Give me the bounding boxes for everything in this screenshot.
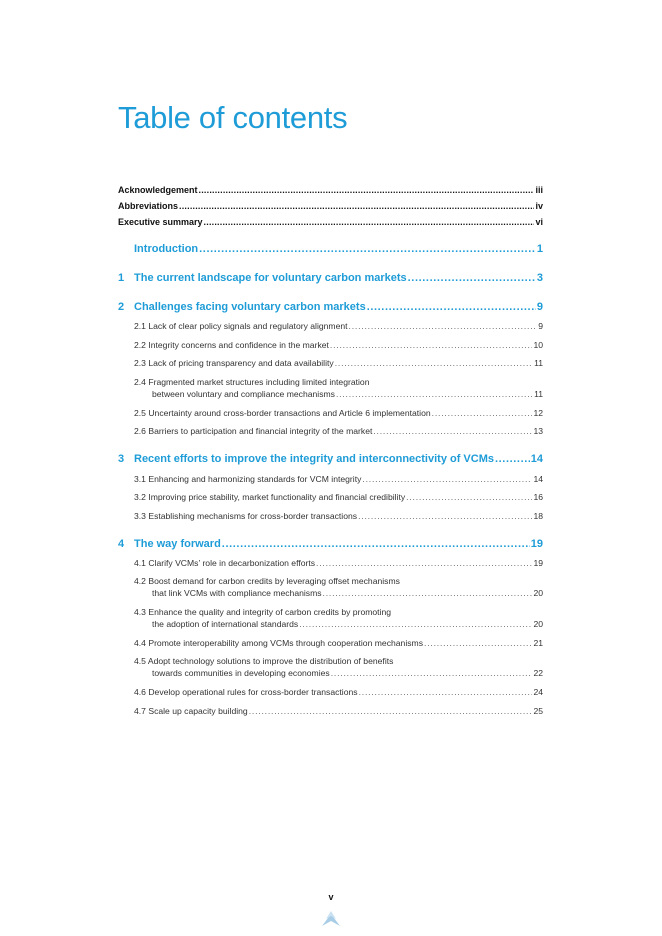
toc-entry-introduction[interactable] [118, 243, 543, 255]
leader-dots [336, 389, 533, 399]
toc-entry-title: 4.3 Enhance the quality and integrity of carbon credits by promoting [134, 607, 392, 617]
toc-entry-title: 3.2 Improving price stability, market functionality and financial credibility [134, 492, 406, 502]
toc-entry-page: vi [535, 217, 543, 227]
chapter-number: 1 [118, 272, 125, 284]
toc-entry-title: Abbreviations [118, 201, 179, 211]
toc-entry-title: The current landscape for voluntary carbon markets [134, 272, 407, 284]
toc-entry-abbreviations[interactable] [118, 201, 543, 211]
leader-dots [323, 588, 533, 598]
toc-section-4-3[interactable] [134, 607, 543, 629]
toc-entry-title: 2.3 Lack of pricing transparency and data availability [134, 358, 334, 368]
toc-entry-title: 2.4 Fragmented market structures including limited integration [134, 377, 370, 387]
toc-entry-title-continued: between voluntary and compliance mechanisms [152, 389, 335, 399]
chapter-number: 2 [118, 301, 125, 313]
leader-dots [316, 558, 532, 568]
toc-section-4-6[interactable] [134, 687, 543, 697]
toc-section-4-4[interactable] [134, 638, 543, 648]
toc-entry-title: Recent efforts to improve the integrity and interconnectivity of VCMs [134, 453, 494, 465]
leader-dots [199, 243, 536, 255]
toc-entry-page: 10 [533, 340, 543, 350]
chapter-number: 4 [118, 538, 125, 550]
leader-dots [367, 301, 536, 313]
toc-entry-page: 20 [533, 619, 543, 629]
toc-entry-title: Challenges facing voluntary carbon markets [134, 301, 366, 313]
toc-entry-title: 4.7 Scale up capacity building [134, 706, 248, 716]
toc-section-4-7[interactable] [134, 706, 543, 716]
leader-dots [424, 638, 532, 648]
toc-section-2-3[interactable] [134, 358, 543, 368]
toc-entry-page: 13 [533, 426, 543, 436]
toc-entry-acknowledgement[interactable] [118, 185, 543, 195]
toc-entry-title: 2.1 Lack of clear policy signals and regulatory alignment [134, 321, 348, 331]
toc-entry-page: 25 [533, 706, 543, 716]
toc-section-2-5[interactable] [134, 408, 543, 418]
toc-entry-page: 14 [530, 453, 543, 465]
leader-dots [204, 217, 535, 227]
toc-entry-page: 20 [533, 588, 543, 598]
leader-dots [299, 619, 532, 629]
toc-entry-title: 4.6 Develop operational rules for cross-border transactions [134, 687, 358, 697]
leader-dots [406, 492, 532, 502]
toc-entry-page: iii [535, 185, 543, 195]
leader-dots [362, 474, 532, 484]
leader-dots [495, 453, 530, 465]
toc-entry-title: 3.3 Establishing mechanisms for cross-border transactions [134, 511, 358, 521]
toc-entry-title: 2.2 Integrity concerns and confidence in the market [134, 340, 329, 350]
leader-dots [330, 340, 533, 350]
toc-section-3-1[interactable] [134, 474, 543, 484]
page-title: Table of contents [118, 100, 348, 135]
toc-entry-page: 1 [536, 243, 543, 255]
toc-entry-title: 4.2 Boost demand for carbon credits by leveraging offset mechanisms [134, 576, 400, 586]
toc-entry-title-continued: that link VCMs with compliance mechanisms [152, 588, 322, 598]
toc-entry-title: 2.6 Barriers to participation and financial integrity of the market [134, 426, 373, 436]
leader-dots [199, 185, 535, 195]
toc-entry-title: Acknowledgement [118, 185, 198, 195]
toc-entry-executive-summary[interactable] [118, 217, 543, 227]
toc-section-2-1[interactable] [134, 321, 543, 331]
leader-dots [349, 321, 538, 331]
toc-entry-title-continued: towards communities in developing economies [152, 668, 330, 678]
leader-dots [331, 668, 533, 678]
toc-chapter-2[interactable] [118, 301, 543, 313]
toc-entry-page: 3 [536, 272, 543, 284]
toc-entry-page: 18 [533, 511, 543, 521]
toc-entry-page: 14 [533, 474, 543, 484]
leader-dots [222, 538, 530, 550]
leader-dots [358, 511, 532, 521]
toc-chapter-1[interactable] [118, 272, 543, 284]
toc-entry-title-continued: the adoption of international standards [152, 619, 299, 629]
toc-section-4-2[interactable] [134, 576, 543, 598]
toc-entry-title: 2.5 Uncertainty around cross-border transactions and Article 6 implementation [134, 408, 431, 418]
leader-dots [408, 272, 536, 284]
toc-section-4-5[interactable] [134, 656, 543, 678]
toc-entry-page: 19 [530, 538, 543, 550]
chapter-number: 3 [118, 453, 125, 465]
toc-entry-page: 24 [533, 687, 543, 697]
up-arrow-icon[interactable] [320, 907, 342, 929]
toc-entry-title: 4.5 Adopt technology solutions to improve the distribution of benefits [134, 656, 394, 666]
toc-entry-title: Introduction [134, 243, 199, 255]
toc-section-2-4[interactable] [134, 377, 543, 399]
leader-dots [335, 358, 533, 368]
leader-dots [373, 426, 532, 436]
toc-section-4-1[interactable] [134, 558, 543, 568]
toc-entry-page: iv [535, 201, 543, 211]
toc-entry-page: 12 [533, 408, 543, 418]
toc-entry-title: 4.1 Clarify VCMs’ role in decarbonization efforts [134, 558, 316, 568]
toc-entry-page: 22 [533, 668, 543, 678]
toc-entry-page: 16 [533, 492, 543, 502]
toc-entry-page: 9 [536, 301, 543, 313]
leader-dots [249, 706, 533, 716]
toc-entry-title: 3.1 Enhancing and harmonizing standards for VCM integrity [134, 474, 362, 484]
toc-section-2-2[interactable] [134, 340, 543, 350]
leader-dots [179, 201, 534, 211]
toc-entry-title: Executive summary [118, 217, 203, 227]
toc-entry-page: 11 [534, 389, 543, 399]
toc-entry-page: 19 [533, 558, 543, 568]
toc-entry-page: 9 [538, 321, 543, 331]
toc-section-3-2[interactable] [134, 492, 543, 502]
toc-entry-page: 21 [533, 638, 543, 648]
page-number: v [328, 892, 334, 902]
leader-dots [432, 408, 533, 418]
toc-chapter-3[interactable] [118, 453, 543, 465]
leader-dots [359, 687, 533, 697]
toc-section-3-3[interactable] [134, 511, 543, 521]
toc-entry-title: 4.4 Promote interoperability among VCMs through cooperation mechanisms [134, 638, 423, 648]
toc-section-2-6[interactable] [134, 426, 543, 436]
toc-entry-title: The way forward [134, 538, 221, 550]
toc-entry-page: 11 [534, 358, 543, 368]
toc-chapter-4[interactable] [118, 538, 543, 550]
